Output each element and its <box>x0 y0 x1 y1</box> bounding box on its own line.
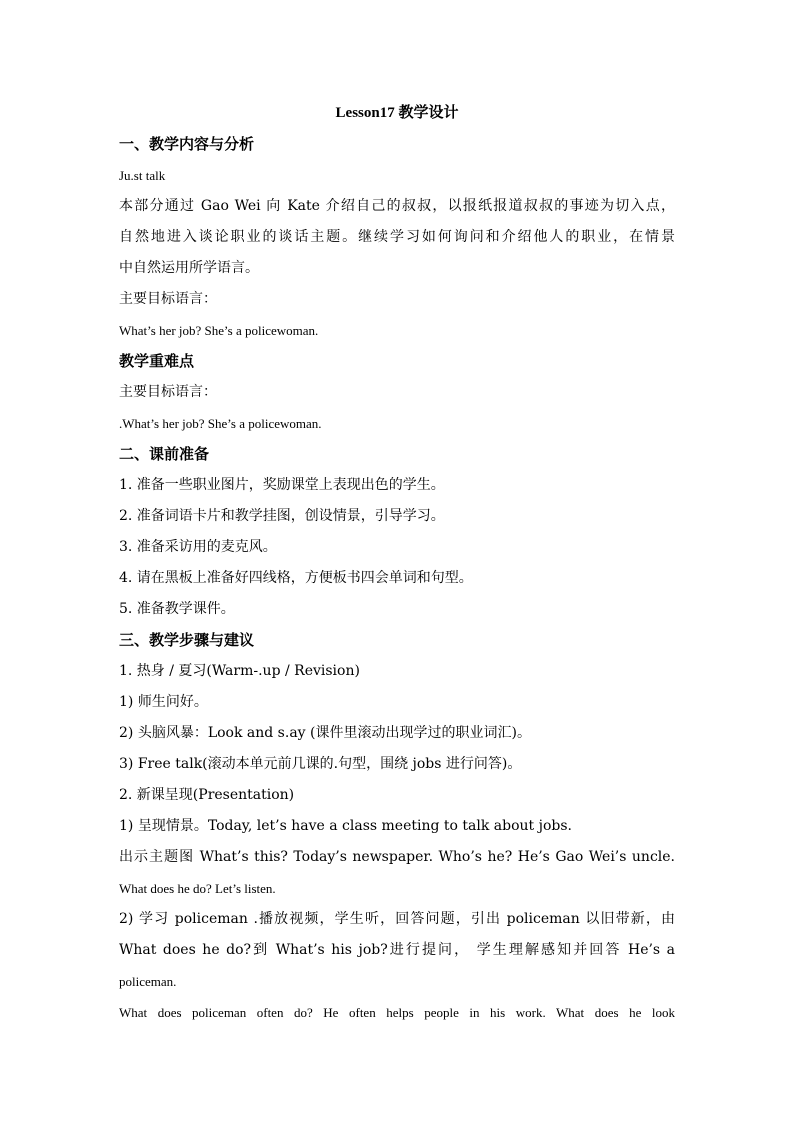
paragraph-line: Ju.st talk <box>119 168 166 183</box>
paragraph-line: 1) 师生问好。 <box>119 694 208 710</box>
paragraph-line: 2. 准备词语卡片和教学挂图，创设情景，引导学习。 <box>119 508 445 524</box>
paragraph-line: What’s her job? She’s a policewoman. <box>119 323 319 338</box>
paragraph-line: 2. 新课呈现(Presentation) <box>119 787 295 803</box>
paragraph-line: 4. 请在黑板上准备好四线格，方便板书四会单词和句型。 <box>119 570 473 586</box>
paragraph-line: 3. 准备采访用的麦克风。 <box>119 539 277 555</box>
paragraph-line: 5. 准备教学课件。 <box>119 601 235 617</box>
paragraph-line: 2) 学习 policeman .播放视频，学生听，回答问题，引出 policeman 以旧带新，由 <box>119 911 675 927</box>
paragraph-line: .What’s her job? She’s a policewoman. <box>119 416 322 431</box>
paragraph-line: policeman. <box>119 974 177 989</box>
document-title: Lesson17 教学设计 <box>335 105 459 121</box>
paragraph-line: 主要目标语言： <box>119 291 217 307</box>
section-heading: 教学重难点 <box>119 352 195 370</box>
paragraph-line: 中自然运用所学语言。 <box>119 260 259 276</box>
paragraph-line: What does he do?到 What’s his job?进行提问， 学生理解感知并回答 He’s a <box>119 942 675 958</box>
paragraph-line: 2) 头脑风暴：Look and s.ay (课件里滚动出现学过的职业词汇)。 <box>119 725 531 741</box>
paragraph-line: 1. 准备一些职业图片，奖励课堂上表现出色的学生。 <box>119 477 445 493</box>
section-heading: 一、教学内容与分析 <box>119 135 255 153</box>
paragraph-line: 1) 呈现情景。Today, let’s have a class meeting to talk about jobs. <box>119 818 572 834</box>
paragraph-line: 自然地进入谈论职业的谈话主题。继续学习如何询问和介绍他人的职业，在情景 <box>119 229 675 245</box>
paragraph-line: What does he do? Let’s listen. <box>119 881 276 896</box>
document-lines <box>119 129 675 1028</box>
section-heading: 二、课前准备 <box>119 445 210 463</box>
paragraph-line: 主要目标语言： <box>119 384 217 400</box>
paragraph-line: 1. 热身 / 夏习(Warm-.up / Revision) <box>119 663 360 679</box>
document-body <box>119 98 675 1028</box>
section-heading: 三、教学步骤与建议 <box>119 631 255 649</box>
paragraph-line: 3) Free talk(滚动本单元前几课的.句型，围绕 jobs 进行问答)。 <box>119 756 522 772</box>
paragraph-line: 出示主题图 What’s this? Today’s newspaper. Who’s he? He’s Gao Wei’s uncle. <box>119 849 675 865</box>
paragraph-line: 本部分通过 Gao Wei 向 Kate 介绍自己的叔叔，以报纸报道叔叔的事迹为切入点， <box>119 198 675 214</box>
paragraph-line: What does policeman often do? He often helps people in his work. What does he look <box>119 1005 675 1020</box>
